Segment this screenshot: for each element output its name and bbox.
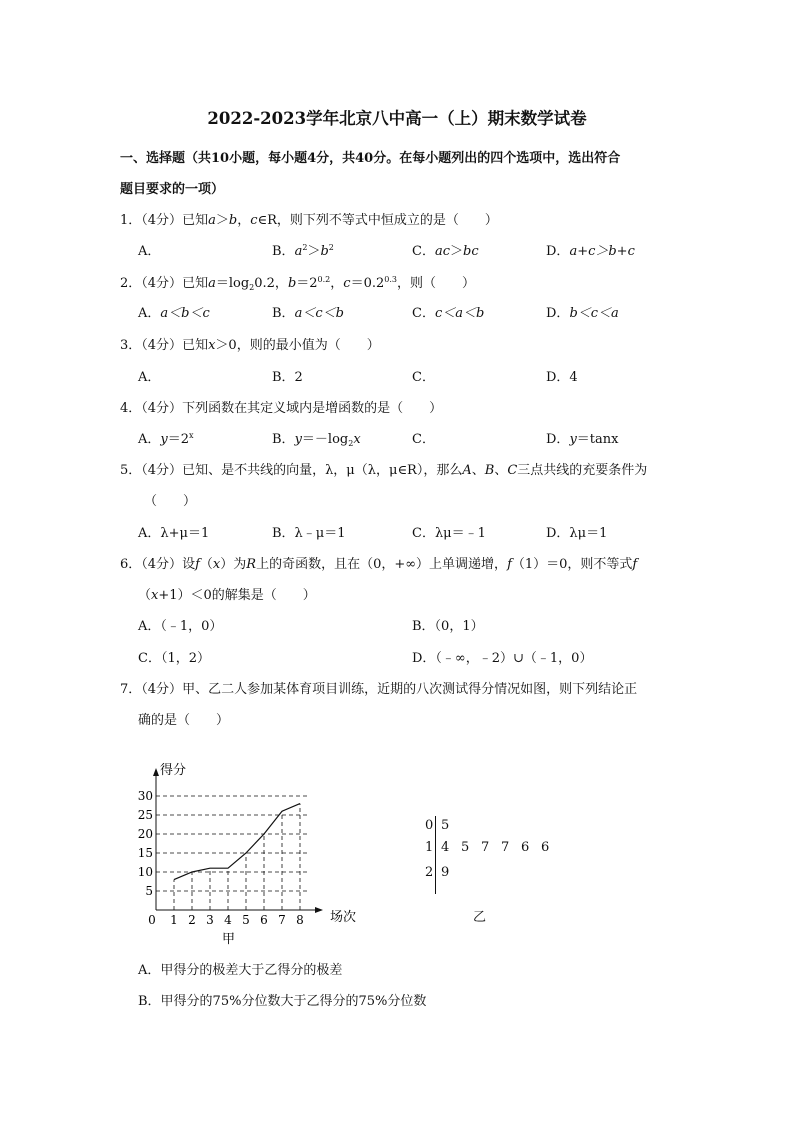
question-7: 7．（4分）甲、乙二人参加某体育项目训练，近期的八次测试得分情况如图，则下列结论正 (120, 682, 638, 697)
leaf-1-2: 7 (481, 840, 490, 855)
q2-option-a: A．a＜b＜c (138, 306, 210, 321)
q7-option-b: B．甲得分的75%分位数大于乙得分的75%分位数 (138, 994, 427, 1009)
question-2: 2．（4分）已知$a=\log_20.2$，$b=2^{0.2}$，$c=0.2^{0.3}$，则（ ） (120, 275, 476, 292)
stem-leaf-plot (420, 810, 580, 930)
q7-option-a: A．甲得分的极差大于乙得分的极差 (138, 963, 343, 978)
leaf-1-1: 5 (461, 840, 470, 855)
y-tick-label: 5 (145, 884, 153, 898)
q4-option-d: D．y＝tanx (546, 432, 619, 447)
q6-option-a: A．（﹣1，0） (138, 619, 223, 634)
q1-option-a: A． (138, 244, 161, 259)
stem-0: 0 (425, 818, 434, 833)
question-1: 1．（4分）已知a＞b，c∈R，则下列不等式中恒成立的是（ ） (120, 213, 498, 228)
q5-option-b: B．λ﹣μ＝1 (272, 526, 346, 541)
leaf-0-0: 5 (441, 818, 450, 833)
chart-title: 甲 (222, 932, 236, 947)
x-tick-label: 8 (296, 913, 304, 927)
question-4: 4．（4分）下列函数在其定义域内是增函数的是（ ） (120, 401, 443, 416)
leaf-1-0: 4 (441, 840, 450, 855)
q3-option-b: B．2 (272, 370, 303, 385)
page-title: 2022-2023学年北京八中高一（上）期末数学试卷 (207, 109, 587, 128)
x-tick-label: 2 (188, 913, 196, 927)
q2-option-d: D．b＜c＜a (546, 306, 619, 321)
x-tick-label: 6 (260, 913, 268, 927)
stem-2: 2 (425, 865, 434, 880)
stem-divider (435, 816, 436, 894)
question-7-cont: 确的是（ ） (138, 713, 230, 728)
y-axis-arrow (153, 768, 159, 776)
y-tick-label: 30 (137, 789, 153, 803)
leaf-1-5: 6 (541, 840, 550, 855)
q6-option-c: C．（1，2） (138, 651, 210, 666)
y-tick-label: 10 (137, 865, 153, 879)
section-heading-cont: 题目要求的一项） (120, 182, 225, 197)
stem-1: 1 (425, 840, 434, 855)
leaf-1-3: 7 (501, 840, 510, 855)
q3-option-c: C． (412, 370, 435, 385)
x-tick-label: 3 (206, 913, 214, 927)
y-tick-label: 25 (137, 808, 153, 822)
x-axis-arrow (315, 907, 323, 913)
question-6-cont: （x+1）＜0的解集是（ ） (138, 588, 316, 603)
q5-option-d: D．λμ＝1 (546, 526, 608, 541)
q4-option-a: A．$y=2^x$ (138, 431, 194, 447)
q1-option-d: D．a+c＞b+c (546, 244, 635, 259)
leaf-2-0: 9 (441, 865, 450, 880)
y-axis-label: 得分 (160, 763, 187, 778)
q2-option-b: B．a＜c＜b (272, 306, 344, 321)
x-tick-label: 1 (170, 913, 178, 927)
x-axis-label: 场次 (330, 910, 357, 925)
y-tick-label: 15 (137, 846, 153, 860)
q6-option-b: B．（0，1） (412, 619, 484, 634)
q1-option-c: C．ac＞bc (412, 244, 479, 259)
x-tick-label: 7 (278, 913, 286, 927)
q1-option-b: B．$a^2>b^2$ (272, 243, 334, 259)
q6-option-d: D．（﹣∞，﹣2）∪（﹣1，0） (412, 651, 593, 666)
q4-option-b: B．$y=-\log_2x$ (272, 432, 361, 448)
question-5: 5．（4分）已知、是不共线的向量，λ，μ（λ，μ∈R），那么A、B、C三点共线的充要条件为 (120, 463, 648, 478)
x-tick-label: 0 (148, 913, 156, 927)
leaf-1-4: 6 (521, 840, 530, 855)
score-line-chart (137, 760, 360, 950)
q3-option-a: A． (138, 370, 161, 385)
y-tick-label: 20 (137, 827, 153, 841)
q2-option-c: C．c＜a＜b (412, 306, 485, 321)
q3-option-d: D．4 (546, 370, 578, 385)
q4-option-c: C． (412, 432, 435, 447)
question-5-cont: （ ） (144, 494, 197, 509)
q5-option-a: A．λ+μ＝1 (138, 526, 210, 541)
stem-leaf-label: 乙 (473, 910, 487, 925)
q5-option-c: C．λμ＝﹣1 (412, 526, 486, 541)
question-6: 6．（4分）设f（x）为R上的奇函数，且在（0，+∞）上单调递增，f（1）＝0，则不等式f (120, 557, 638, 572)
section-heading: 一、选择题（共10小题，每小题4分，共40分。在每小题列出的四个选项中，选出符合 (120, 151, 621, 166)
x-tick-label: 4 (224, 913, 232, 927)
x-tick-label: 5 (242, 913, 250, 927)
question-3: 3．（4分）已知x＞0，则的最小值为（ ） (120, 338, 380, 353)
